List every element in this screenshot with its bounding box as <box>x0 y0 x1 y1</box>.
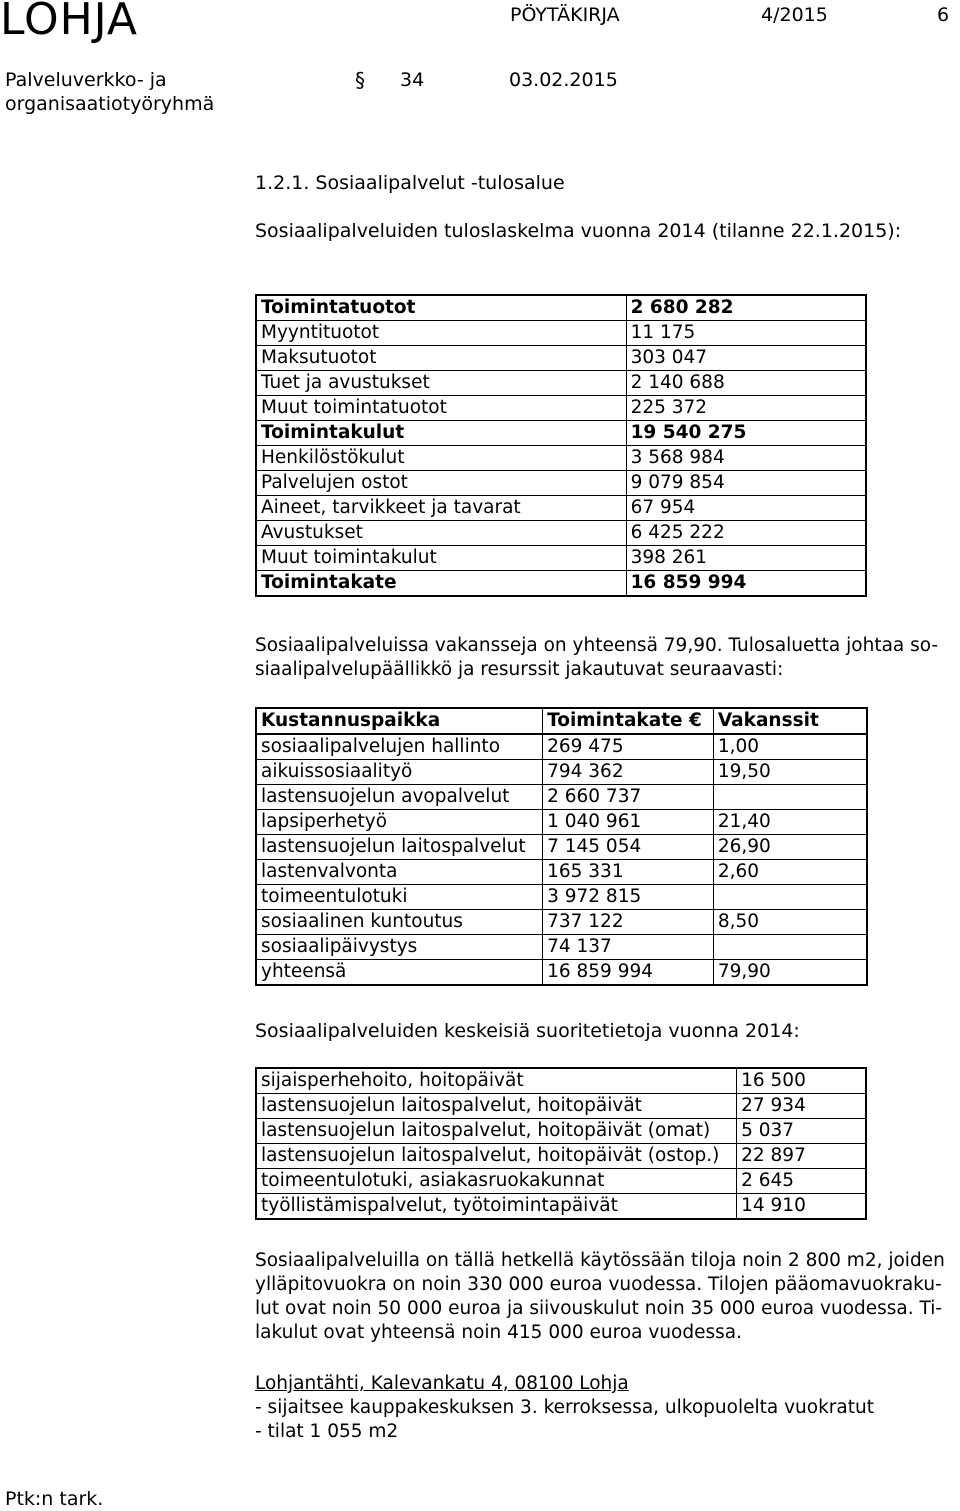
income-item-value: 2 680 282 <box>626 295 866 321</box>
table-row <box>256 785 867 810</box>
cost-center-margin: 16 859 994 <box>543 960 714 986</box>
column-header: Toimintakate € <box>543 708 714 734</box>
cost-center-name: lapsiperhetyö <box>256 810 543 835</box>
performance-metric-label: sijaisperhehoito, hoitopäivät <box>256 1068 737 1094</box>
cost-center-margin: 2 660 737 <box>543 785 714 810</box>
performance-metric-value: 27 934 <box>737 1094 866 1119</box>
cost-center-vacancies: 1,00 <box>713 734 867 760</box>
income-item-value: 67 954 <box>626 496 866 521</box>
location-block <box>255 1372 950 1444</box>
income-item-value: 398 261 <box>626 546 866 571</box>
performance-metric-value: 2 645 <box>737 1169 866 1194</box>
income-item-value: 303 047 <box>626 346 866 371</box>
table-row <box>256 1094 866 1119</box>
cost-center-vacancies: 21,40 <box>713 810 867 835</box>
income-item-value: 16 859 994 <box>626 571 866 597</box>
income-item-value: 225 372 <box>626 396 866 421</box>
cost-center-vacancies <box>713 935 867 960</box>
table-row <box>256 496 866 521</box>
table-row <box>256 571 866 597</box>
income-item-value: 2 140 688 <box>626 371 866 396</box>
cost-center-name: lastenvalvonta <box>256 860 543 885</box>
table-row <box>256 346 866 371</box>
vacancy-paragraph-line: siaalipalvelupäällikkö ja resurssit jakautuvat seuraavasti: <box>255 659 784 680</box>
location-title: Lohjantähti, Kalevankatu 4, 08100 Lohja <box>255 1373 629 1394</box>
column-header: Kustannuspaikka <box>256 708 543 734</box>
performance-metric-value: 14 910 <box>737 1194 866 1220</box>
cost-center-vacancies: 79,90 <box>713 960 867 986</box>
income-item-value: 11 175 <box>626 321 866 346</box>
cost-center-margin: 737 122 <box>543 910 714 935</box>
table-row <box>256 295 866 321</box>
table-row <box>256 910 867 935</box>
table-row <box>256 471 866 496</box>
cost-center-name: lastensuojelun avopalvelut <box>256 785 543 810</box>
document-number: 4/2015 <box>761 4 828 26</box>
cost-center-name: toimeentulotuki <box>256 885 543 910</box>
vacancy-paragraph <box>255 634 950 682</box>
cost-center-vacancies: 2,60 <box>713 860 867 885</box>
performance-intro: Sosiaalipalveluiden keskeisiä suoritetietoja vuonna 2014: <box>255 1020 800 1042</box>
cost-center-margin: 165 331 <box>543 860 714 885</box>
performance-metric-value: 5 037 <box>737 1119 866 1144</box>
location-detail: - sijaitsee kauppakeskuksen 3. kerroksessa, ulkopuolelta vuokratut <box>255 1397 874 1418</box>
section-sign-icon: § <box>355 68 365 92</box>
income-item-value: 6 425 222 <box>626 521 866 546</box>
table-row <box>256 1119 866 1144</box>
income-item-label: Maksutuotot <box>256 346 626 371</box>
cost-center-vacancies <box>713 785 867 810</box>
table-row <box>256 546 866 571</box>
vacancy-paragraph-line: Sosiaalipalveluissa vakansseja on yhteensä 79,90. Tulosaluetta johtaa so- <box>255 635 939 656</box>
body-name-line2: organisaatiotyöryhmä <box>5 93 215 115</box>
table-row <box>256 835 867 860</box>
document-type: PÖYTÄKIRJA <box>510 4 620 26</box>
premises-paragraph <box>255 1249 950 1345</box>
table-row <box>256 1194 866 1220</box>
minutes-checker-label: Ptk:n tark. <box>5 1488 104 1510</box>
section-number: 34 <box>400 69 425 91</box>
table-row <box>256 371 866 396</box>
performance-metric-label: lastensuojelun laitospalvelut, hoitopäivät <box>256 1094 737 1119</box>
performance-metric-label: lastensuojelun laitospalvelut, hoitopäivät (ostop.) <box>256 1144 737 1169</box>
income-item-label: Muut toimintakulut <box>256 546 626 571</box>
body-name-line1: Palveluverkko- ja <box>5 69 167 91</box>
table-row <box>256 810 867 835</box>
cost-center-name: yhteensä <box>256 960 543 986</box>
cost-center-header-row <box>256 708 867 734</box>
table-row <box>256 321 866 346</box>
table-row <box>256 446 866 471</box>
cost-center-margin: 269 475 <box>543 734 714 760</box>
cost-center-vacancies: 26,90 <box>713 835 867 860</box>
premises-paragraph-line: ylläpitovuokra on noin 330 000 euroa vuodessa. Tilojen pääomavuokraku- <box>255 1274 942 1295</box>
table-row <box>256 935 867 960</box>
income-item-label: Muut toimintatuotot <box>256 396 626 421</box>
table-row <box>256 860 867 885</box>
premises-paragraph-line: lakulut ovat yhteensä noin 415 000 euroa vuodessa. <box>255 1322 742 1343</box>
premises-paragraph-line: Sosiaalipalveluilla on tällä hetkellä käytössään tiloja noin 2 800 m2, joiden <box>255 1250 945 1271</box>
income-item-value: 3 568 984 <box>626 446 866 471</box>
performance-metric-label: toimeentulotuki, asiakasruokakunnat <box>256 1169 737 1194</box>
income-item-label: Palvelujen ostot <box>256 471 626 496</box>
table-row <box>256 960 867 986</box>
cost-center-vacancies: 19,50 <box>713 760 867 785</box>
page-number: 6 <box>937 4 950 26</box>
cost-center-name: sosiaalipäivystys <box>256 935 543 960</box>
income-item-label: Myyntituotot <box>256 321 626 346</box>
income-item-label: Toimintakate <box>256 571 626 597</box>
cost-center-table <box>255 707 868 986</box>
income-item-label: Toimintatuotot <box>256 295 626 321</box>
cost-center-margin: 7 145 054 <box>543 835 714 860</box>
income-item-label: Tuet ja avustukset <box>256 371 626 396</box>
table-row <box>256 421 866 446</box>
cost-center-name: aikuissosiaalityö <box>256 760 543 785</box>
income-item-value: 19 540 275 <box>626 421 866 446</box>
meeting-date: 03.02.2015 <box>509 69 618 91</box>
column-header: Vakanssit <box>713 708 867 734</box>
income-item-value: 9 079 854 <box>626 471 866 496</box>
performance-table <box>255 1067 867 1220</box>
cost-center-name: sosiaalinen kuntoutus <box>256 910 543 935</box>
municipality-logo: LOHJA <box>0 0 138 45</box>
performance-metric-label: työllistämispalvelut, työtoimintapäivät <box>256 1194 737 1220</box>
cost-center-margin: 1 040 961 <box>543 810 714 835</box>
cost-center-vacancies <box>713 885 867 910</box>
table-row <box>256 734 867 760</box>
performance-metric-label: lastensuojelun laitospalvelut, hoitopäivät (omat) <box>256 1119 737 1144</box>
income-item-label: Avustukset <box>256 521 626 546</box>
table-row <box>256 1169 866 1194</box>
income-item-label: Aineet, tarvikkeet ja tavarat <box>256 496 626 521</box>
income-statement-table <box>255 294 867 597</box>
location-detail: - tilat 1 055 m2 <box>255 1421 399 1442</box>
table-row <box>256 760 867 785</box>
performance-metric-value: 16 500 <box>737 1068 866 1094</box>
cost-center-name: lastensuojelun laitospalvelut <box>256 835 543 860</box>
performance-metric-value: 22 897 <box>737 1144 866 1169</box>
cost-center-name: sosiaalipalvelujen hallinto <box>256 734 543 760</box>
section-heading: 1.2.1. Sosiaalipalvelut -tulosalue <box>255 172 565 194</box>
income-item-label: Toimintakulut <box>256 421 626 446</box>
cost-center-margin: 794 362 <box>543 760 714 785</box>
premises-paragraph-line: lut ovat noin 50 000 euroa ja siivouskulut noin 35 000 euroa vuodessa. Ti- <box>255 1298 943 1319</box>
table-row <box>256 885 867 910</box>
income-item-label: Henkilöstökulut <box>256 446 626 471</box>
cost-center-margin: 3 972 815 <box>543 885 714 910</box>
cost-center-margin: 74 137 <box>543 935 714 960</box>
table-row <box>256 521 866 546</box>
table-row <box>256 1068 866 1094</box>
cost-center-vacancies: 8,50 <box>713 910 867 935</box>
table-row <box>256 1144 866 1169</box>
income-statement-intro: Sosiaalipalveluiden tuloslaskelma vuonna 2014 (tilanne 22.1.2015): <box>255 220 902 242</box>
table-row <box>256 396 866 421</box>
